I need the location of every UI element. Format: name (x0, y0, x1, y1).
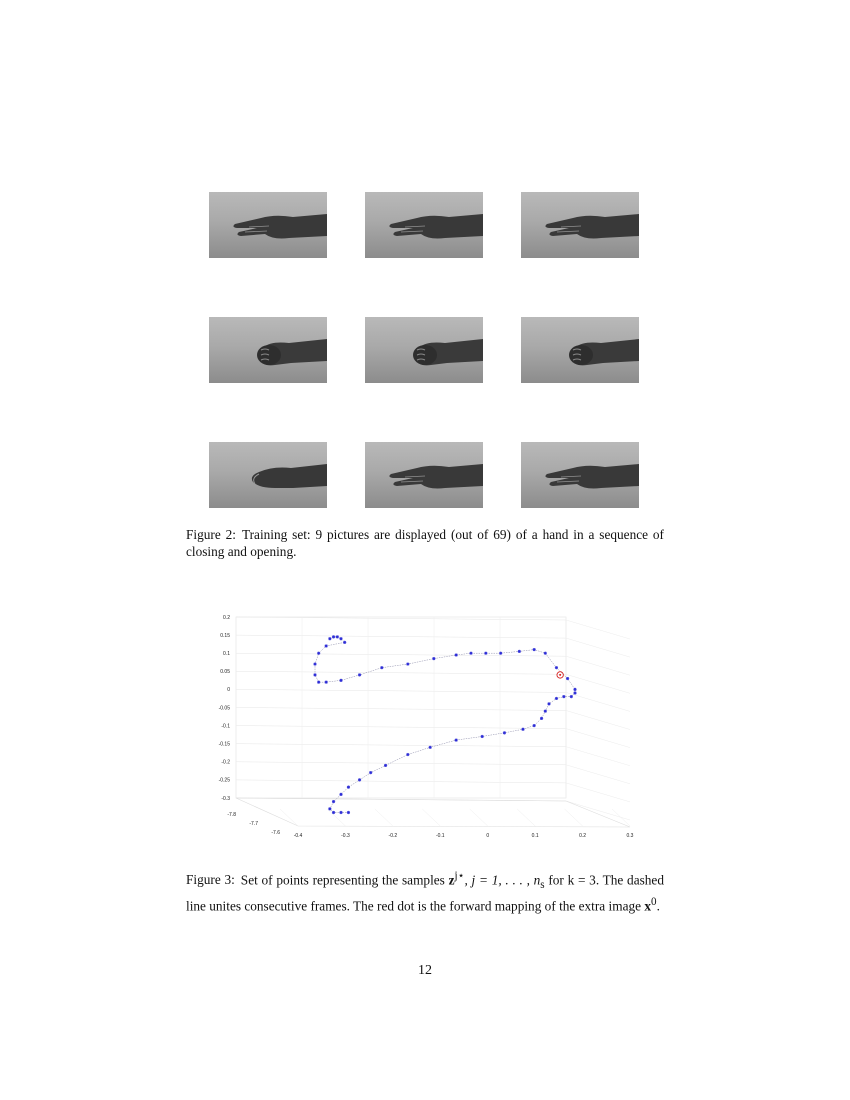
trajectory-line (315, 637, 575, 813)
sample-point (570, 695, 573, 698)
sample-point (469, 652, 472, 655)
x-tick-label: 0 (486, 833, 490, 839)
x-floor-gridline (280, 809, 298, 826)
x-floor-gridline (565, 809, 583, 826)
sample-point (533, 648, 536, 651)
z-tick-label: -0.3 (221, 795, 230, 802)
sample-point (481, 735, 484, 738)
z-tick-label: 0.05 (220, 669, 230, 676)
sample-point (339, 679, 342, 682)
sample-point (518, 650, 521, 653)
z-gridline-side (566, 765, 630, 784)
closed-fist-2-photo (365, 317, 483, 383)
figure-2-caption (186, 526, 664, 560)
sample-point (332, 635, 335, 638)
z-gridline (236, 617, 566, 620)
x-floor-gridline (470, 809, 488, 826)
figure-2-label: Figure 2: (186, 527, 236, 542)
z-gridline (236, 708, 566, 711)
sample-point (358, 778, 361, 781)
sample-point (332, 811, 335, 814)
sample-point (384, 764, 387, 767)
y-tick-label: -7.6 (271, 830, 280, 836)
sample-point (455, 653, 458, 656)
sample-point (328, 637, 331, 640)
open-hand-1-photo (209, 192, 327, 258)
sample-point (332, 800, 335, 803)
x-floor-gridline (375, 809, 393, 826)
sample-point (347, 786, 350, 789)
sample-point (573, 691, 576, 694)
z-tick-label: 0 (227, 687, 230, 694)
z-gridline (236, 780, 566, 783)
sample-point (325, 644, 328, 647)
sample-point (406, 662, 409, 665)
sample-point (566, 677, 569, 680)
sample-point (455, 738, 458, 741)
z-gridline (236, 635, 566, 638)
sample-point (544, 710, 547, 713)
z-gridline (236, 689, 566, 692)
sample-point (317, 681, 320, 684)
sample-point (540, 717, 543, 720)
z-gridline-side (566, 729, 630, 748)
z-gridline-side (566, 711, 630, 730)
z-tick-label: 0.2 (223, 614, 230, 621)
closed-fist-3-photo (521, 317, 639, 383)
sample-point (432, 657, 435, 660)
plot-back-wall (236, 617, 566, 798)
open-hand-2-photo (365, 192, 483, 258)
opening-hand-2-photo (365, 442, 483, 508)
z-gridline (236, 744, 566, 747)
opening-hand-3-photo (521, 442, 639, 508)
n-subscript: s (540, 879, 545, 892)
sample-point (369, 771, 372, 774)
y-tick-label: -7.7 (249, 821, 258, 827)
z-gridline-side (566, 638, 630, 657)
z-tick-label: -0.25 (218, 777, 230, 784)
z-gridline (236, 726, 566, 729)
sample-point (313, 662, 316, 665)
x-tick-label: 0.3 (626, 833, 634, 839)
sample-point (406, 753, 409, 756)
sample-point (499, 652, 502, 655)
x-floor-gridline (327, 809, 345, 826)
x-tick-label: -0.1 (435, 833, 445, 839)
z-tick-label: -0.1 (221, 723, 230, 730)
sample-point (328, 807, 331, 810)
sample-point (339, 811, 342, 814)
latent-trajectory-plot (200, 605, 650, 850)
figure-3-text-1: Set of points representing the samples (240, 872, 445, 888)
x-floor-gridline (517, 809, 535, 826)
z-tick-label: 0.1 (223, 651, 230, 657)
sample-point (429, 746, 432, 749)
z-gridline (236, 762, 566, 765)
sample-point (347, 811, 350, 814)
sample-point (339, 637, 342, 640)
closed-fist-1-photo (209, 317, 327, 383)
sample-point (521, 728, 524, 731)
x-tick-label: 0.2 (579, 833, 587, 839)
opening-hand-1-photo (209, 442, 327, 508)
x-tick-label: -0.2 (388, 833, 398, 839)
figure-3-index-range: , j = 1, . . . , n (464, 872, 541, 888)
figure-3-text-2: for k = 3. The dashed line unites consecutive frames. The red dot is the forward mapping of the extra image (186, 872, 664, 914)
sample-point (325, 681, 328, 684)
sample-point (555, 666, 558, 669)
sample-point (336, 635, 339, 638)
z-superscript: j (454, 870, 458, 882)
sample-point (555, 697, 558, 700)
x-tick-label: 0.1 (531, 833, 539, 839)
sample-point (503, 731, 506, 734)
sample-point (544, 652, 547, 655)
z-tick-label: -0.05 (218, 705, 230, 712)
figure-3-caption: Figure 3: Set of points representing the samples $z^{j⋆}$, j = 1, . . . , $n_s$ for k = 3. The dashed line unites consecutive frames. The red dot is the forward mapping of the extra image $x^0$. (186, 870, 664, 914)
page-number: 12 (418, 963, 432, 978)
y-tick-label: -7.8 (227, 812, 236, 818)
z-gridline (236, 653, 566, 656)
z-symbol: z (448, 872, 455, 888)
z-tick-label: 0.15 (220, 632, 230, 639)
figure-3-label: Figure 3: (186, 872, 235, 888)
sample-point (358, 673, 361, 676)
z-gridline-side (566, 656, 630, 675)
x-tick-label: -0.4 (293, 833, 303, 839)
open-hand-3-photo (521, 192, 639, 258)
sample-point (380, 666, 383, 669)
x-symbol: x (644, 898, 652, 914)
z-gridline-side (566, 783, 630, 802)
forward-mapping-dot (559, 674, 561, 676)
sample-point (317, 652, 320, 655)
z-tick-label: -0.15 (218, 741, 230, 748)
z-tick-label: -0.2 (221, 759, 230, 766)
z-gridline-side (566, 692, 630, 711)
sample-point (562, 695, 565, 698)
x-floor-gridline (422, 809, 440, 826)
z-gridline-side (566, 747, 630, 766)
x-tick-label: -0.3 (341, 833, 350, 839)
sample-point (343, 641, 346, 644)
sample-point (533, 724, 536, 727)
sample-point (313, 673, 316, 676)
x-superscript: 0 (651, 896, 657, 909)
sample-point (573, 688, 576, 691)
sample-point (339, 793, 342, 796)
z-gridline (236, 671, 566, 674)
sample-point (547, 702, 550, 705)
z-gridline-side (566, 620, 630, 639)
figure-3-period: . (656, 898, 660, 914)
figure-2-text: Training set: 9 pictures are displayed (out of 69) of a hand in a sequence of closing and opening. (186, 527, 664, 559)
sample-point (484, 652, 487, 655)
